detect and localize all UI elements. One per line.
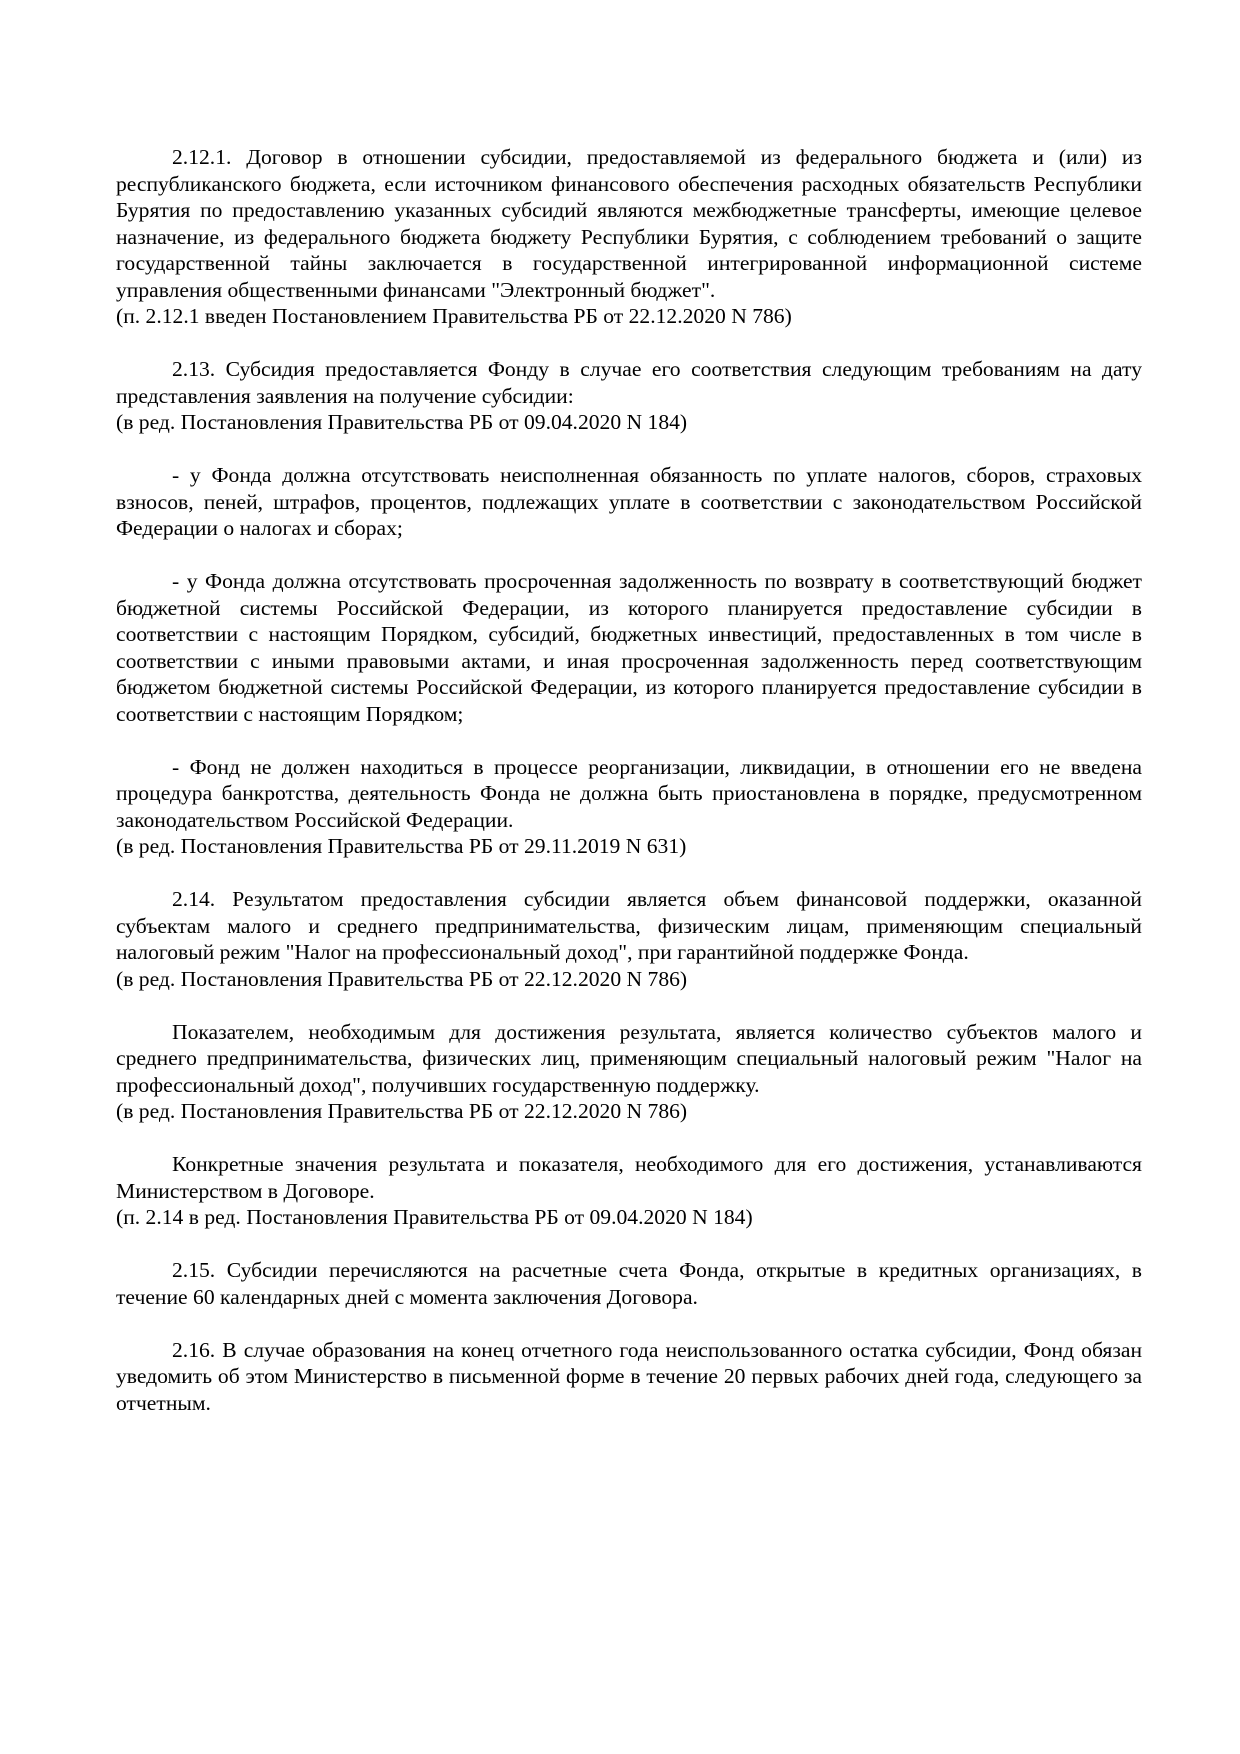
section-paragraph: 2.13. Субсидия предоставляется Фонду в случае его соответствия следующим требованиям на дату представления заявления на получение субсидии: [116,357,1142,408]
requirement-paragraph: - у Фонда должна отсутствовать просроченная задолженность по возврату в соответствующий бюджет бюджетной системы Российской Федерации, из которого планируется предоставление субсидии в соответствии с настоящим Порядком, субсидий, бюджетных инвестиций, предоставленных в том числе в соответствии с иными правовыми актами, и иная просроченная задолженность перед соответствующим бюджетом бюджетной системы Российской Федерации, из которого планируется предоставление субсидии в соответствии с настоящим Порядком; [116,569,1142,726]
section-paragraph: 2.12.1. Договор в отношении субсидии, предоставляемой из федерального бюджета и (или) из республиканского бюджета, если источником финансового обеспечения расходных обязательств Республики Бурятия по предоставлению указанных субсидий являются межбюджетные трансферты, имеющие целевое назначение, из федерального бюджета бюджету Республики Бурятия, с соблюдением требований о защите государственной тайны заключается в государственной интегрированной информационной системе управления общественными финансами "Электронный бюджет". [116,145,1142,302]
amendment-note: (в ред. Постановления Правительства РБ от 22.12.2020 N 786) [116,966,688,991]
section-2-15 [116,1257,1142,1310]
section-paragraph: 2.14. Результатом предоставления субсидии является объем финансовой поддержки, оказанной субъектам малого и среднего предпринимательства, физическим лицам, применяющим специальный налоговый режим "Налог на профессиональный доход", при гарантийной поддержке Фонда. [116,887,1142,964]
document-page [116,144,1142,1443]
section-paragraph: Показателем, необходимым для достижения результата, является количество субъектов малого и среднего предпринимательства, физических лиц, применяющим специальный налоговый режим "Налог на профессиональный доход", получивших государственную поддержку. [116,1019,1142,1097]
section-paragraph: Конкретные значения результата и показателя, необходимого для его достижения, устанавливаются Министерством в Договоре. [116,1152,1142,1203]
amendment-note: (п. 2.12.1 введен Постановлением Правительства РБ от 22.12.2020 N 786) [116,304,792,328]
section-paragraph: 2.16. В случае образования на конец отчетного года неиспользованного остатка субсидии, Фонд обязан уведомить об этом Министерство в письменной форме в течение 20 первых рабочих дней года, следующего за отчетным. [116,1337,1142,1415]
requirement-no-overdue-debt [116,568,1142,727]
amendment-note: (в ред. Постановления Правительства РБ от 29.11.2019 N 631) [116,834,687,858]
section-2-14-values [116,1151,1142,1231]
amendment-note: (в ред. Постановления Правительства РБ от 22.12.2020 N 786) [116,1099,688,1123]
section-2-13 [116,356,1142,436]
requirement-paragraph: - Фонд не должен находиться в процессе реорганизации, ликвидации, в отношении его не введена процедура банкротства, деятельность Фонда не должна быть приостановлена в порядке, предусмотренном законодательством Российской Федерации. [116,754,1142,832]
amendment-note: (в ред. Постановления Правительства РБ от 09.04.2020 N 184) [116,410,688,434]
requirement-no-reorganization [116,754,1142,860]
section-2-14 [116,886,1142,992]
amendment-note: (п. 2.14 в ред. Постановления Правительства РБ от 09.04.2020 N 184) [116,1205,753,1229]
section-paragraph: 2.15. Субсидии перечисляются на расчетные счета Фонда, открытые в кредитных организациях, в течение 60 календарных дней с момента заключения Договора. [116,1258,1142,1309]
section-2-14-indicator [116,1019,1142,1125]
requirement-paragraph: - у Фонда должна отсутствовать неисполненная обязанность по уплате налогов, сборов, страховых взносов, пеней, штрафов, процентов, подлежащих уплате в соответствии с законодательством Российской Федерации о налогах и сборах; [116,463,1142,540]
section-2-12-1 [116,144,1142,330]
requirement-no-tax-debt [116,462,1142,542]
section-2-16 [116,1337,1142,1417]
